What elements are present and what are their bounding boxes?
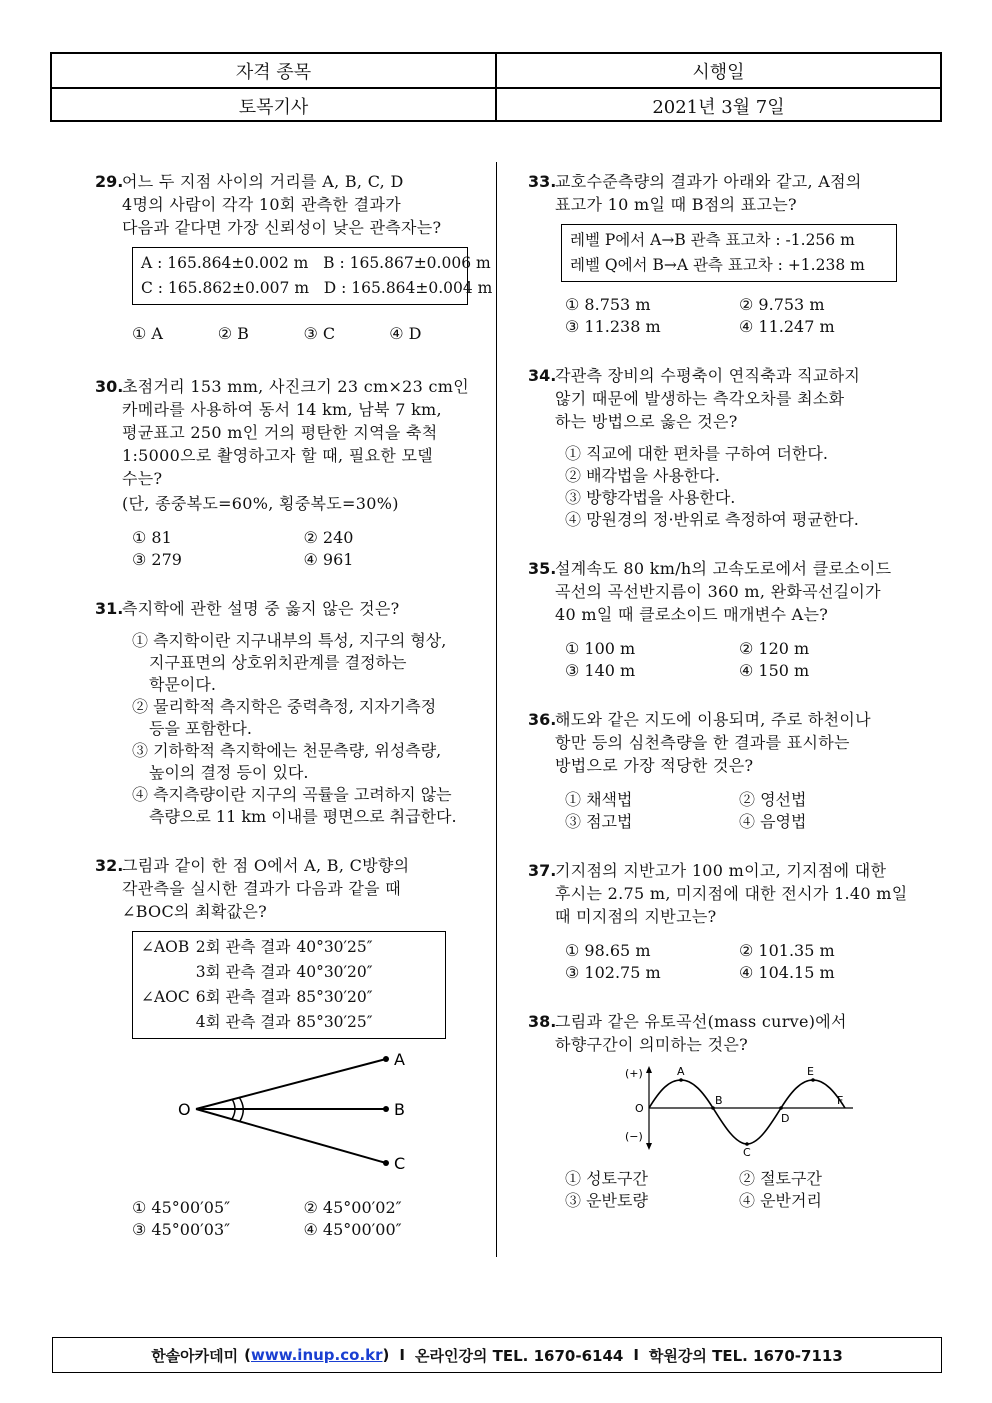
option-4: ④ 150 m xyxy=(739,661,810,680)
option-2: ② 240 xyxy=(303,528,354,547)
option-4: ④ D xyxy=(389,324,422,343)
label-plus: (+) xyxy=(625,1067,643,1080)
point-c xyxy=(383,1160,389,1166)
exam-info-table xyxy=(50,52,942,122)
question-number: 33. xyxy=(528,172,557,191)
label-f: F xyxy=(837,1094,844,1107)
options xyxy=(122,323,475,345)
option-3: ③ 140 m xyxy=(565,661,636,680)
question-text: 설계속도 80 km/h의 고속도로에서 클로소이드 곡선의 곡선반지름이 360 m, 완화곡선길이가 40 m일 때 클로소이드 매개변수 A는? xyxy=(555,559,892,624)
question-number: 29. xyxy=(95,172,124,191)
option-3: ③ 102.75 m xyxy=(565,963,661,982)
option-3: ③ C xyxy=(303,324,336,343)
question-number: 35. xyxy=(528,559,557,578)
options xyxy=(555,940,913,984)
angle-row xyxy=(141,985,379,1010)
mass-curve xyxy=(649,1080,845,1144)
box-row: 레벨 P에서 A→B 관측 표고차 : -1.256 m xyxy=(570,231,855,249)
obs-count: 6회 관측 결과 xyxy=(195,988,291,1006)
question-32 xyxy=(95,854,475,1241)
question-number: 32. xyxy=(95,856,124,875)
angle-table xyxy=(132,931,446,1039)
label-e: E xyxy=(807,1065,814,1078)
options xyxy=(555,294,913,338)
y-axis-arrow-up xyxy=(646,1066,652,1073)
option-4: ④ 망원경의 정·반위로 측정하여 평균한다. xyxy=(565,510,859,529)
label-b: B xyxy=(715,1094,723,1107)
box-row: A : 165.864±0.002 m B : 165.867±0.006 m xyxy=(141,254,491,272)
option-2: ② 101.35 m xyxy=(739,941,835,960)
mass-curve-figure xyxy=(595,1062,845,1158)
category-label: 자격 종목 xyxy=(235,61,312,83)
box-row: 레벨 Q에서 B→A 관측 표고차 : +1.238 m xyxy=(570,256,865,274)
option-2: ② 절토구간 xyxy=(739,1169,822,1188)
angle-name: ∠AOC xyxy=(141,988,190,1006)
academy-link[interactable]: www.inup.co.kr xyxy=(251,1346,383,1364)
date-value: 2021년 3월 7일 xyxy=(495,89,940,122)
angle-name xyxy=(141,1010,196,1035)
label-o: O xyxy=(178,1100,191,1119)
options xyxy=(122,1197,475,1241)
question-31 xyxy=(95,597,475,828)
option-4: ④ 음영법 xyxy=(739,812,807,831)
option-1: ① 45°00′05″ xyxy=(132,1198,231,1217)
option-4: ④ 운반거리 xyxy=(739,1191,822,1210)
label-b: B xyxy=(394,1100,405,1119)
option-4: ④ 104.15 m xyxy=(739,963,835,982)
angle-value: 85°30′20″ xyxy=(296,988,373,1006)
question-number: 37. xyxy=(528,861,557,880)
offline-tel: 학원강의 TEL. 1670-7113 xyxy=(648,1346,843,1365)
left-column xyxy=(95,170,493,1241)
question-text: 그림과 같이 한 점 O에서 A, B, C방향의 각관측을 실시한 결과가 다음과 같을 때 ∠BOC의 최확값은? xyxy=(122,856,410,921)
options xyxy=(555,789,913,833)
option-1: ① A xyxy=(132,324,163,343)
option-1: ① 81 xyxy=(132,528,172,547)
obs-count: 2회 관측 결과 xyxy=(195,938,291,956)
option-4: ④ 961 xyxy=(303,550,354,569)
question-34 xyxy=(528,364,913,531)
ray-oa xyxy=(196,1059,386,1109)
box-row: C : 165.862±0.007 m D : 165.864±0.004 m xyxy=(141,279,493,297)
point-a xyxy=(383,1056,389,1062)
angle-row xyxy=(141,935,379,960)
question-number: 38. xyxy=(528,1012,557,1031)
option-3: ③ 45°00′03″ xyxy=(132,1220,231,1239)
option-2: ② B xyxy=(217,324,249,343)
angle-figure xyxy=(162,1050,406,1183)
data-box xyxy=(132,247,493,305)
angle-row xyxy=(141,1010,379,1035)
option-1: ① 측지학이란 지구내부의 특성, 지구의 형상, 지구표면의 상호위치관계를 결정하는 학문이다. xyxy=(132,631,447,694)
option-1: ① 100 m xyxy=(565,639,636,658)
label-c: C xyxy=(394,1154,406,1173)
data-box xyxy=(561,224,897,282)
option-3: ③ 점고법 xyxy=(565,812,633,831)
question-text: 교호수준측량의 결과가 아래와 같고, A점의 표고가 10 m일 때 B점의 표고는? xyxy=(555,172,862,214)
footer-bar: 한솔아카데미 ( www.inup.co.kr ) I 온라인강의 TEL. 1670-6144 I 학원강의 TEL. 1670-7113 xyxy=(52,1337,942,1373)
option-3: ③ 방향각법을 사용한다. xyxy=(565,488,736,507)
date-label: 시행일 xyxy=(495,54,940,87)
label-c: C xyxy=(743,1146,751,1159)
option-4: ④ 11.247 m xyxy=(739,317,835,336)
option-1: ① 성토구간 xyxy=(565,1169,648,1188)
option-1: ① 직교에 대한 편차를 구하여 더한다. xyxy=(565,444,828,463)
option-2: ② 배각법을 사용한다. xyxy=(565,466,720,485)
option-2: ② 물리학적 측지학은 중력측정, 지자기측정 등을 포함한다. xyxy=(132,697,437,738)
question-text: 측지학에 관한 설명 중 옳지 않은 것은? xyxy=(122,599,400,618)
question-text: 어느 두 지점 사이의 거리를 A, B, C, D 4명의 사람이 각각 10회 관측한 결과가 다음과 같다면 가장 신뢰성이 낮은 관측자는? xyxy=(122,172,442,237)
ray-oc xyxy=(196,1109,386,1163)
option-2: ② 45°00′02″ xyxy=(303,1198,402,1217)
question-35 xyxy=(528,557,913,682)
option-2: ② 영선법 xyxy=(739,790,807,809)
question-text: 그림과 같은 유토곡선(mass curve)에서 하향구간이 의미하는 것은? xyxy=(555,1012,847,1054)
question-29 xyxy=(95,170,493,345)
angle-name: ∠AOB xyxy=(141,938,190,956)
label-minus: (−) xyxy=(625,1130,643,1143)
label-a: A xyxy=(394,1050,405,1069)
separator: I xyxy=(633,1346,639,1364)
y-axis-arrow-down xyxy=(646,1143,652,1150)
options xyxy=(555,1168,913,1212)
question-37 xyxy=(528,859,913,984)
angle-value: 85°30′25″ xyxy=(296,1013,373,1031)
option-2: ② 9.753 m xyxy=(739,295,825,314)
question-text: 기지점의 지반고가 100 m이고, 기지점에 대한 후시는 2.75 m, 미지점에 대한 전시가 1.40 m일 때 미지점의 지반고는? xyxy=(555,861,908,926)
separator: I xyxy=(399,1346,405,1364)
question-38 xyxy=(528,1010,913,1212)
options xyxy=(122,527,475,571)
point-b xyxy=(383,1106,389,1112)
angle-value: 40°30′25″ xyxy=(296,938,373,956)
obs-count: 3회 관측 결과 xyxy=(195,963,291,981)
obs-count: 4회 관측 결과 xyxy=(195,1013,291,1031)
option-1: ① 8.753 m xyxy=(565,295,651,314)
question-text: 초점거리 153 mm, 사진크기 23 cm×23 cm인 카메라를 사용하여 동서 14 km, 남북 7 km, 평균표고 250 m인 거의 평탄한 지역을 축척 1:5000으로 촬영하고자 할 때, 필요한 모델 수는? xyxy=(122,377,469,488)
label-zero: O xyxy=(635,1102,644,1115)
option-4: ④ 45°00′00″ xyxy=(303,1220,402,1239)
options xyxy=(555,638,913,682)
question-text: 각관측 장비의 수평축이 연직축과 직교하지 않기 때문에 발생하는 측각오차를 최소화 하는 방법으로 옳은 것은? xyxy=(555,366,861,431)
question-number: 36. xyxy=(528,710,557,729)
options xyxy=(122,630,475,828)
options xyxy=(555,443,913,531)
option-2: ② 120 m xyxy=(739,639,810,658)
option-3: ③ 운반토량 xyxy=(565,1191,648,1210)
angle-value: 40°30′20″ xyxy=(296,963,373,981)
academy-name: 한솔아카데미 xyxy=(151,1346,239,1365)
option-1: ① 채색법 xyxy=(565,790,633,809)
angle-name xyxy=(141,960,196,985)
right-column xyxy=(528,170,913,1212)
option-4: ④ 측지측량이란 지구의 곡률을 고려하지 않는 측량으로 11 km 이내를 평면으로 취급한다. xyxy=(132,785,457,826)
option-3: ③ 279 xyxy=(132,550,182,569)
question-number: 31. xyxy=(95,599,124,618)
question-note: (단, 종중복도=60%, 횡중복도=30%) xyxy=(122,494,399,513)
question-36 xyxy=(528,708,913,833)
question-number: 30. xyxy=(95,377,124,396)
option-1: ① 98.65 m xyxy=(565,941,651,960)
question-number: 34. xyxy=(528,366,557,385)
label-d: D xyxy=(781,1112,790,1125)
question-text: 해도와 같은 지도에 이용되며, 주로 하천이나 항만 등의 심천측량을 한 결과를 표시하는 방법으로 가장 적당한 것은? xyxy=(555,710,871,775)
category-value: 토목기사 xyxy=(238,96,309,118)
column-divider xyxy=(496,162,497,1257)
label-a: A xyxy=(677,1065,685,1078)
angle-row xyxy=(141,960,379,985)
online-tel: 온라인강의 TEL. 1670-6144 xyxy=(414,1346,624,1365)
option-3: ③ 11.238 m xyxy=(565,317,661,336)
question-30 xyxy=(95,375,475,571)
option-3: ③ 기하학적 측지학에는 천문측량, 위성측량, 높이의 결정 등이 있다. xyxy=(132,741,442,782)
question-33 xyxy=(528,170,913,338)
